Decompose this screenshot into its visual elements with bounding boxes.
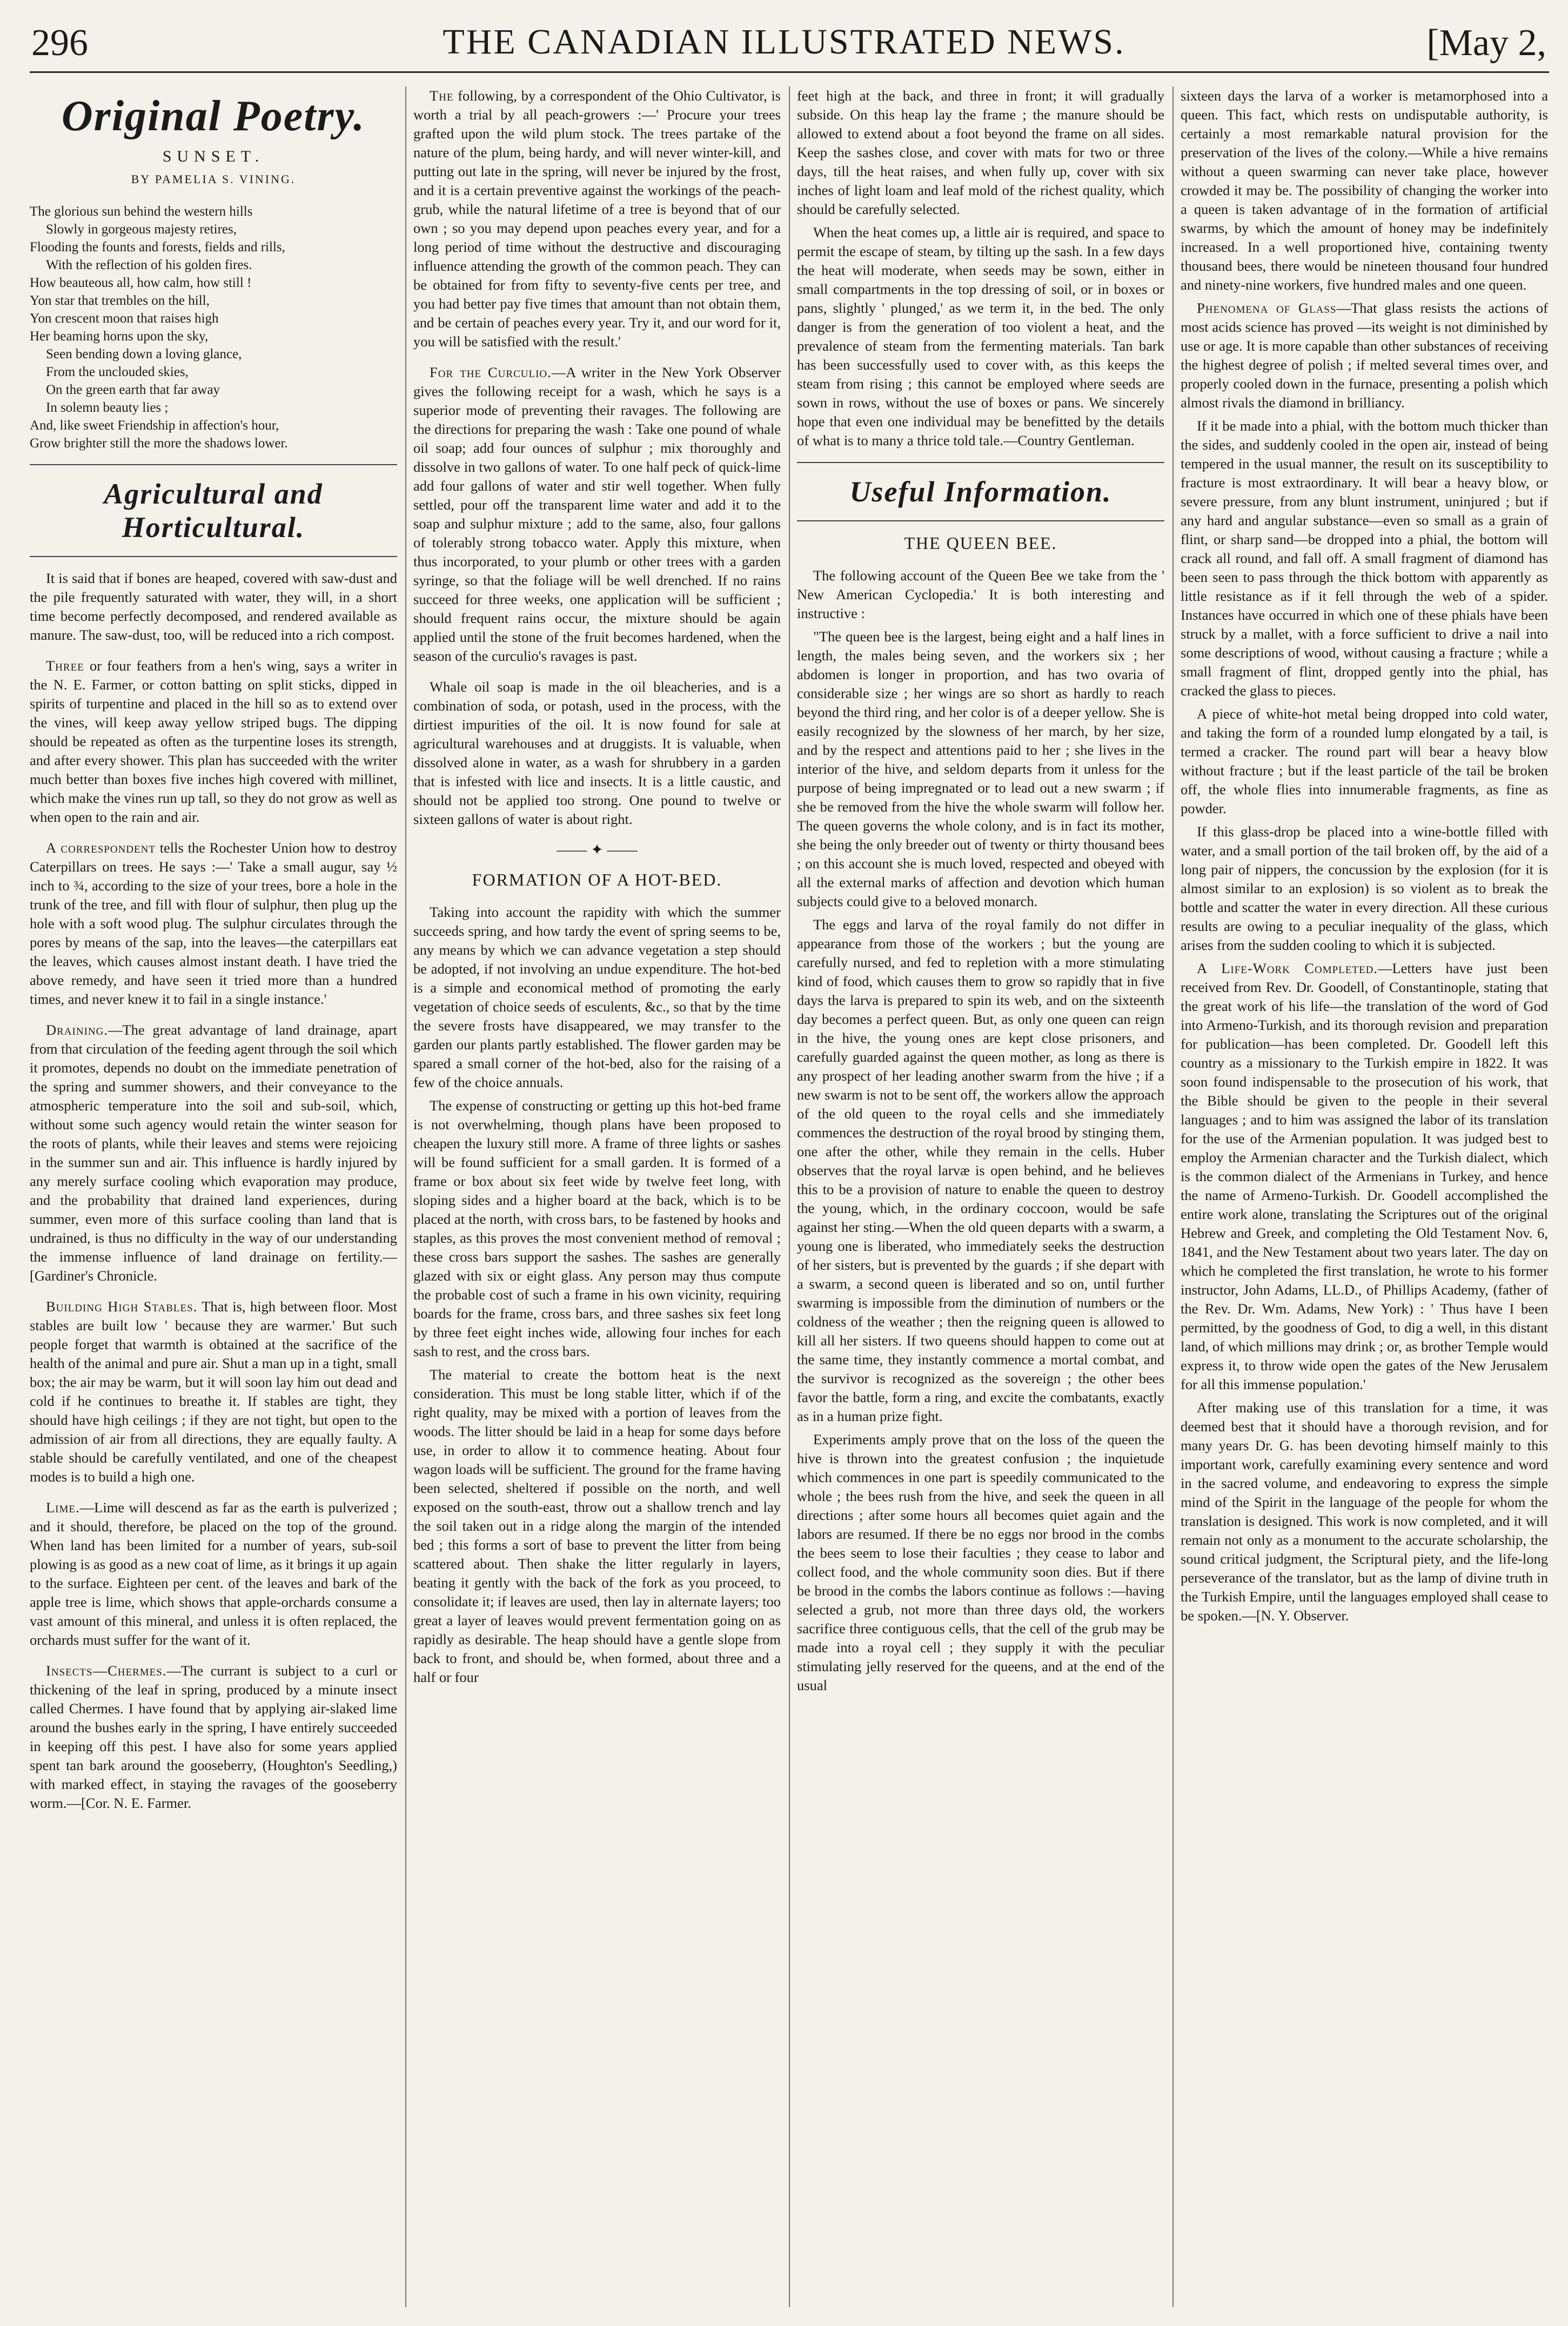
article-whale-oil-soap [413, 678, 781, 829]
poem-line: From the unclouded skies, [46, 365, 189, 379]
article-lime [30, 1498, 397, 1650]
article-text: Building High Stables. That is, high between floor. Most stables are built low ' because they are warmer.' But such people forget that warmth is obtained at the sacrifice of the health of the animal and pure air. Shut a man up in a tight, small box; the air may be warm, but it will soon lay him out dead and cold if he continues to breathe it. If stables are tight, they should have high ceilings ; if they are not tight, but open to the admission of air from all directions, they are equally faulty. A stable should be carefully ventilated, and one of the cheapest modes is to build a high one. [30, 1298, 397, 1485]
queen-bee-continued: sixteen days the larva of a worker is metamorphosed into a queen. This fact, which rests on undisputable authority, is certainly a most remarkable natural provision for the preservation of the lives of the colony.—While a hive remains without a queen swarming can never take place, however crowded it may be. The possibility of changing the worker into a queen is taken advantage of in the formation of artificial swarms, by which the amount of honey may be indefinitely increased. In a well proportioned hive, containing twenty thousand bees, there would be nineteen thousand four hundred and ninety-nine workers, five hundred males and one queen. [1181, 88, 1548, 293]
poem-line: Seen bending down a loving glance, [46, 347, 242, 361]
article-peach-grafting [413, 86, 781, 351]
poem-line: Yon crescent moon that raises high [30, 311, 219, 326]
article-text: A correspondent tells the Rochester Union how to destroy Caterpillars on trees. He says :—' Take a small augur, say ½ inch to ¾, according to the size of your trees, bore a hole in the trunk of the tree, and fill with flour of sulphur, then plug up the hole with a soft wood plug. The sulphur circulates through the pores by means of the sap, into the leaves—the caterpillars eat the leaves, which causes almost instant death. I have tried the above remedy, and have seen it tried more than a hundred times, and never knew it to fail in a single instance.' [30, 840, 397, 1007]
queen-bee-paragraph: The eggs and larva of the royal family do not differ in appearance from those of the workers ; but the young are carefully nursed, and fed to repletion with a more stimulating kind of food, which causes them to grow so rapidly that in five days the larva is prepared to spin its web, and on the sixteenth day becomes a perfect queen. But, as only one queen can reign in the hive, the young ones are kept close prisoners, and carefully guarded against the queen mother, as long as there is any prospect of her leading another swarm from the hive ; if a new swarm is not to be sent off, the workers allow the approach of the old queen to the royal cells and she immediately commences the destruction of the royal brood by stinging them, one after the other, while they remain in the cells. Huber observes that the royal larvæ is open behind, and he believes this to be a provision of nature to enable the queen to destroy the young, which, in the ordinary coccoon, would be safe against her sting.—When the old queen departs with a swarm, a young one is liberated, who immediately seeks the destruction of her sisters, but is prevented by the guards ; if she depart with a swarm, a second queen is liberated and so on, until further swarming is impossible from the diminution of numbers or the coldness of the weather ; then the reigning queen is allowed to kill all her sisters. If two queens should happen to come out at the same time, they instantly commence a mortal combat, and the survivor is recognized as the sovereign ; the other bees favor the battle, form a ring, and excite the combatants, exactly as in a human prize fight. [797, 916, 1164, 1424]
article-curculio [413, 363, 781, 666]
article-text: The following, by a correspondent of the Ohio Cultivator, is worth a trial by all peach-growers :—' Procure your trees grafted upon the wild plum stock. The trees partake of the nature of the plum, being hardy, and will never winter-kill, and putting out late in the spring, will never be injured by the frost, and it is a certain preventive against the workings of the peach-grub, while the natural lifetime of a tree is beyond that of our own ; so you may depend upon peaches every year, and for a long period of time without the destructive and discouraging influence attending the growth of the common peach. They can be obtained for from fifty to seventy-five cents per tree, and you had better pay five times that amount than not obtain them, and be certain of peaches every year. Try it, and our word for it, you will be satisfied with the result.' [413, 88, 781, 350]
column-divider [405, 86, 406, 2307]
article-lead: A Life-Work Completed. [1197, 960, 1378, 976]
section-heading-useful: Useful Information. [849, 475, 1112, 508]
article-text: For the Curculio.—A writer in the New York Observer gives the following receipt for a wash, which he says is a superior mode of preventing their ravages. The following are the directions for preparing the wash : Take one pound of whale oil soap; add four ounces of sulphur ; mix thoroughly and dissolve in two gallons of water. To one half peck of quick-lime add four gallons of water and stir well together. When fully settled, pour off the transparent lime water and add it to the soap and sulphur mixture ; add to the same, also, four gallons of tolerably strong tobacco water. Apply this mixture, when thus incorporated, to your plumb or other trees with a garden syringe, so that the foliage will be well drenched. If no rains succeed for three weeks, one application will be sufficient ; should frequent rains occur, the mixture should be again applied until the stone of the fruit becomes hardened, when the season of the curculio's ravages is past. [413, 364, 781, 664]
poem-line: The glorious sun behind the western hills [30, 204, 253, 219]
article-lead: Three [46, 658, 84, 674]
article-lead: Phenomena of Glass [1197, 300, 1337, 316]
queen-bee-title: THE QUEEN BEE. [904, 533, 1057, 553]
article-lead: For the Curculio. [430, 364, 552, 380]
article-lead: Draining. [46, 1022, 108, 1038]
article-lead: A correspondent [46, 840, 156, 856]
hotbed-paragraph: The expense of constructing or getting up this hot-bed frame is not overwhelming, though plans have been proposed to cheapen the luxury still more. A frame of three lights or sashes will be found sufficient for a small garden. It is formed of a frame or box about six feet wide by twelve feet long, with sloping sides and a higher board at the back, which is to be placed at the north, with cross bars, to be fastened by hooks and staples, as this proves the most convenient method of removal ; these cross bars support the sashes. The sashes are generally glazed with six or eight glass. Any person may thus compute the probable cost of such a frame in his own vicinity, requiring boards for the frame, cross bars, and three sashes six feet long by three feet eight inches wide, allowing four inches for each sash to rest, and the cross bars. [413, 1097, 781, 1359]
article-caterpillars [30, 839, 397, 1009]
hotbed-title: FORMATION OF A HOT-BED. [472, 870, 722, 889]
article-text: Draining.—The great advantage of land drainage, apart from that circulation of the feeding agent through the soil which it promotes, depends no doubt on the immediate penetration of the spring and summer showers, and their conveyance to the atmospheric temperature into the soil and sub-soil, which, without some such agency would retain the winter season for the roots of plants, while their leaves and stems were rejoicing in the summer sun and air. This influence is hardly injured by any merely surface cooling which evaporation may produce, and the probability that drained land experiences, during summer, even more of this surface cooling than land that is undrained, is thus no difficulty in the way of our understanding the immense influence of land drainage on fertility.—[Gardiner's Chronicle. [30, 1022, 397, 1284]
poem-line: In solemn beauty lies ; [46, 400, 169, 415]
hotbed-paragraph: The material to create the bottom heat is the next consideration. This must be long stable litter, which if of the right quality, may be mixed with a portion of leaves from the woods. The litter should be laid in a heap for some days before use, in order to allow it to commence heating. About four wagon loads will be sufficient. The ground for the frame having been selected, sheltered if possible on the north, and well exposed on the south-east, throw out a shallow trench and lay the soil taken out in a ridge along the margin of the intended bed ; this forms a sort of base to prevent the litter from being scattered about. Then shake the litter regularly in layers, beating it gently with the back of the fork as you proceed, to consolidate it; if leaves are used, then lay in alternate layers; too great a layer of leaves would prevent fermentation going on as rapidly as desirable. The heap should have a gentle slope from back to front, and should be, when formed, about three and a half or four [413, 1366, 781, 1685]
article-lead: Lime. [46, 1499, 80, 1516]
page-number: 296 [31, 22, 88, 64]
article-text: Insects—Chermes.—The currant is subject to a curl or thickening of the leaf in spring, produced by a minute insect called Chermes. I have found that by applying air-slaked lime around the bushes early in the spring, I have entirely succeeded in keeping off this pest. I have also for some years applied spent tan bark around the gooseberry, (Houghton's Seedling,) with marked effect, in staying the ravages of the gooseberry worm.—[Cor. N. E. Farmer. [30, 1663, 397, 1811]
poem-line: How beauteous all, how calm, how still ! [30, 276, 252, 290]
poem-line: And, like sweet Friendship in affection's hour, [30, 418, 279, 433]
queen-bee-paragraph: Experiments amply prove that on the loss of the queen the hive is thrown into the greatest confusion ; the inquietude which commences in one part is speedily communicated to the whole ; the bees rush from the hive, and seek the queen in all directions ; after some hours all becomes quiet again and the labors are resumed. If there be no eggs nor brood in the combs the bees seem to lose their faculties ; they cease to labor and collect food, and the whole community soon dies. But if there be brood in the combs the labors continue as follows :—having selected a grub, not more than three days old, the workers sacrifice three contiguous cells, that the cell of the grub may be made into a royal cell ; they supply it with the peculiar stimulating jelly reserved for the queens, and at the end of the usual [797, 1431, 1164, 1693]
newspaper-title: THE CANADIAN ILLUSTRATED NEWS. [443, 22, 1125, 62]
glass-paragraph: Phenomena of Glass—That glass resists the actions of most acids science has proved —its weight is not diminished by use or age. It is more capable than other substances of receiving the highest degree of polish ; if melted several times over, and properly cooled down in the furnace, presenting a polish which almost rivals the diamond in brilliancy. [1181, 300, 1548, 411]
article-columns [30, 86, 1548, 2307]
glass-paragraph: If it be made into a phial, with the bottom much thicker than the sides, and suddenly cooled in the open air, instead of being tempered in the usual manner, the result on its susceptibility to fracture is most extraordinary. It will bear a heavy blow, or severe pressure, from any blunt instrument, uninjured ; but if any hard and angular substance—even so small as a grain of flint, or sharp sand—be dropped into a phial, the bottom will crack all round, and fall off. A small fragment of diamond has been seen to pass through the thick bottom with apparently as little resistance as if it fell through the web of a spider. Instances have occurred in which one of these phials have been struck by a mallet, with a force sufficient to drive a nail into some descriptions of wood, without causing a fracture ; while a small fragment of flint, dropped gently into the phial, has cracked the glass to pieces. [1181, 418, 1548, 699]
column-divider [1172, 86, 1174, 2307]
poem-line: Her beaming horns upon the sky, [30, 329, 209, 344]
section-heading-poetry: Original Poetry. [61, 92, 366, 140]
section-rule [30, 556, 397, 557]
article-striped-bugs [30, 656, 397, 827]
page-header [0, 0, 1568, 81]
hotbed-continued: When the heat comes up, a little air is required, and space to permit the escape of steam, by tilting up the sash. In a few days the heat will moderate, when seeds may be sown, either in small compartments in the top dressing of soil, or in boxes or pans, slightly ' plunged,' as we term it, in the bed. The only danger is from the generation of too violent a heat, and the prevalence of steam from the fermenting materials. Tan bark has been successfully used to cover with, as this keeps the steam from rising ; this cannot be employed where seeds are sown in rows, without the use of boxes or pans. We sincerely hope that even one individual may be benefitted by the details of what is to many a thrice told tale.—Country Gentleman. [797, 224, 1164, 448]
article-lead: Building High Stables. [46, 1298, 198, 1315]
queen-bee-paragraph: The following account of the Queen Bee we take from the ' New American Cyclopedia.' It is both interesting and instructive : [797, 567, 1164, 621]
article-bones-manure [30, 569, 397, 645]
glass-paragraph: A piece of white-hot metal being dropped into cold water, and taking the form of a rounded lump elongated by a tail, is termed a cracker. The round part will bear a heavy blow without fracture ; but if the least particle of the tail be broken off, the whole flies into innumerable fragments, as fine as powder. [1181, 706, 1548, 816]
poem-line: Flooding the founts and forests, fields and rills, [30, 240, 285, 254]
article-text: It is said that if bones are heaped, covered with saw-dust and the pile frequently saturated with water, they will, in a short time become perfectly decomposed, and rendered available as manure. The saw-dust, too, will be reduced into a rich compost. [30, 570, 397, 643]
column-2 [413, 86, 781, 2307]
issue-date: [May 2, [1426, 22, 1546, 64]
column-divider [789, 86, 790, 2307]
article-text: Whale oil soap is made in the oil bleacheries, and is a combination of soda, or potash, used in the process, with the dirtiest impurities of the oil. It is now found for sale at agricultural warehouses and at druggists. It is valuable, when dissolved alone in water, as a wash for shrubbery in a garden that is infested with lice and insects. It is a little caustic, and should not be applied too strong. One pound to twelve or sixteen gallons of water is about right. [413, 679, 781, 827]
poem-line: On the green earth that far away [46, 383, 220, 397]
article-lead: Insects—Chermes. [46, 1663, 167, 1679]
section-rule [797, 462, 1164, 463]
header-rule [30, 71, 1549, 73]
hotbed-continued: feet high at the back, and three in front; it will gradually subside. On this heap lay the frame ; the manure should be allowed to extend about a foot beyond the frame on all sides. Keep the sashes close, and cover with mats for two or three days, till the heat raises, and when fully up, cover with six inches of light loam and leaf mold of the richest quality, which should be carefully selected. [797, 88, 1164, 217]
article-text: Three or four feathers from a hen's wing, says a writer in the N. E. Farmer, or cotton batting on split sticks, dipped in spirits of turpentine and placed in the hill so as to extend over the vines, will keep away yellow striped bugs. The dipping should be repeated as often as the turpentine loses its strength, and after every shower. This plan has succeeded with the writer much better than boxes five inches high covered with millinet, which make the vines run up tall, so they do not grow as well as when open to the rain and air. [30, 658, 397, 825]
poem-body [30, 203, 397, 452]
section-rule [30, 464, 397, 465]
section-heading-agricultural: Agricultural and Horticultural. [104, 478, 323, 544]
article-draining [30, 1021, 397, 1285]
article-high-stables [30, 1297, 397, 1486]
life-work-paragraph: After making use of this translation for a time, it was deemed best that it should have a thorough revision, and for many years Dr. G. has been devoting himself mainly to this important work, carefully examining every sentence and word in the sacred volume, and endeavoring to express the simple mind of the Spirit in the language of the people for whom the translation is designed. This work is now completed, and it will remain not only as a monument to the accurate scholarship, the sound critical judgment, the Scriptural piety, and the life-long perseverance of the translator, but as the lamp of divine truth in the Turkish Empire, until the languages employed shall cease to be spoken.—[N. Y. Observer. [1181, 1399, 1548, 1624]
poem-line: Slowly in gorgeous majesty retires, [46, 222, 237, 237]
hotbed-paragraph: Taking into account the rapidity with which the summer succeeds spring, and how tardy the event of spring seems to be, any means by which we can advance vegetation a step should be adopted, if not involving an undue expenditure. The hot-bed is a simple and economical method of promoting the early vegetation of choice seeds of esculents, &c., so that by the time the severe frosts have disappeared, we may transfer to the garden our plants partly established. The flower garden may be spared a small corner of the hot-bed, also for the raising of a few of the choice annuals. [413, 904, 781, 1090]
article-chermes [30, 1661, 397, 1813]
article-text: Lime.—Lime will descend as far as the earth is pulverized ; and it should, therefore, be placed on the top of the ground. When land has been limited for a number of years, sub-soil plowing is as good as a new coat of lime, as it brings it up again to the surface. Eighteen per cent. of the leaves and bark of the apple tree is lime, which shows that apple-orchards consume a vast amount of this mineral, and unless it is often replaced, the orchards must suffer for the want of it. [30, 1499, 397, 1648]
poem-title: SUNSET. [162, 148, 265, 165]
glass-paragraph: If this glass-drop be placed into a wine-bottle filled with water, and a small portion of the tail broken off, by the aid of a long pair of nippers, the concussion by the explosion (for it is almost similar to an explosion) is so violent as to break the bottle and scatter the water in every direction. All these curious results are owing to a peculiar inequality of the glass, which arises from the sudden cooling to which it is subjected. [1181, 823, 1548, 953]
poem-line: With the reflection of his golden fires. [46, 258, 252, 272]
poem-line: Grow brighter still the more the shadows lower. [30, 436, 288, 451]
column-4 [1181, 86, 1548, 2307]
life-work-paragraph: A Life-Work Completed.—Letters have just been received from Rev. Dr. Goodell, of Constantinople, stating that the great work of his life—the translation of the word of God into Armeno-Turkish, and its thorough revision and preparation for publication—has been completed. Dr. Goodell left this country as a missionary to the Turkish empire in 1822. It was soon found indispensable to the prosecution of his work, that the Bible should be given to the people in their several languages ; and to him was assigned the labor of its translation for the use of the Armenian population. It was judged best to employ the Armenian character and the Turkish dialect, which is the common dialect of the Armenians in Turkey, and hence the name of Armeno-Turkish. Dr. Goodell accomplished the entire work alone, translating the Scriptures out of the original Hebrew and Greek, and completing the Old Testament Nov. 6, 1841, and the New Testament about two years later. The day on which he completed the first translation, he wrote to his former instructor, John Adams, LL.D., of Phillips Academy, (father of the Rev. Dr. Wm. Adams, New York) : ' Thus have I been permitted, by the goodness of God, to dig a well, in this distant land, of which millions may drink ; or, as brother Temple would express it, to throw wide open the gates of the New Jerusalem for all this immense population.' [1181, 960, 1548, 1392]
article-lead: The [430, 88, 454, 104]
queen-bee-paragraph: "The queen bee is the largest, being eight and a half lines in length, the males being seven, and the workers six ; her abdomen is longer in proportion, and has two ovaria of considerable size ; her wings are so short as hardly to reach beyond the third ring, and her color is of a deeper yellow. She is easily recognized by the slowness of her march, by her size, and by the respect and attentions paid to her ; she lives in the interior of the hive, and seldom departs from it unless for the purpose of being impregnated or to lead out a new swarm ; if she be removed from the hive the whole swarm will follow her. The queen governs the whole colony, and is in fact its mother, she being the only breeder out of twenty or thirty thousand bees ; on this account she is much loved, respected and obeyed with all the external marks of affection and devotion which human subjects could give to a beloved monarch. [797, 628, 1164, 909]
column-1 [30, 86, 397, 2307]
section-rule [797, 520, 1164, 521]
poem-byline: BY PAMELIA S. VINING. [131, 172, 296, 186]
column-3 [797, 86, 1164, 2307]
poem-line: Yon star that trembles on the hill, [30, 293, 210, 308]
ornament-divider: ―― ✦ ―― [557, 842, 638, 859]
